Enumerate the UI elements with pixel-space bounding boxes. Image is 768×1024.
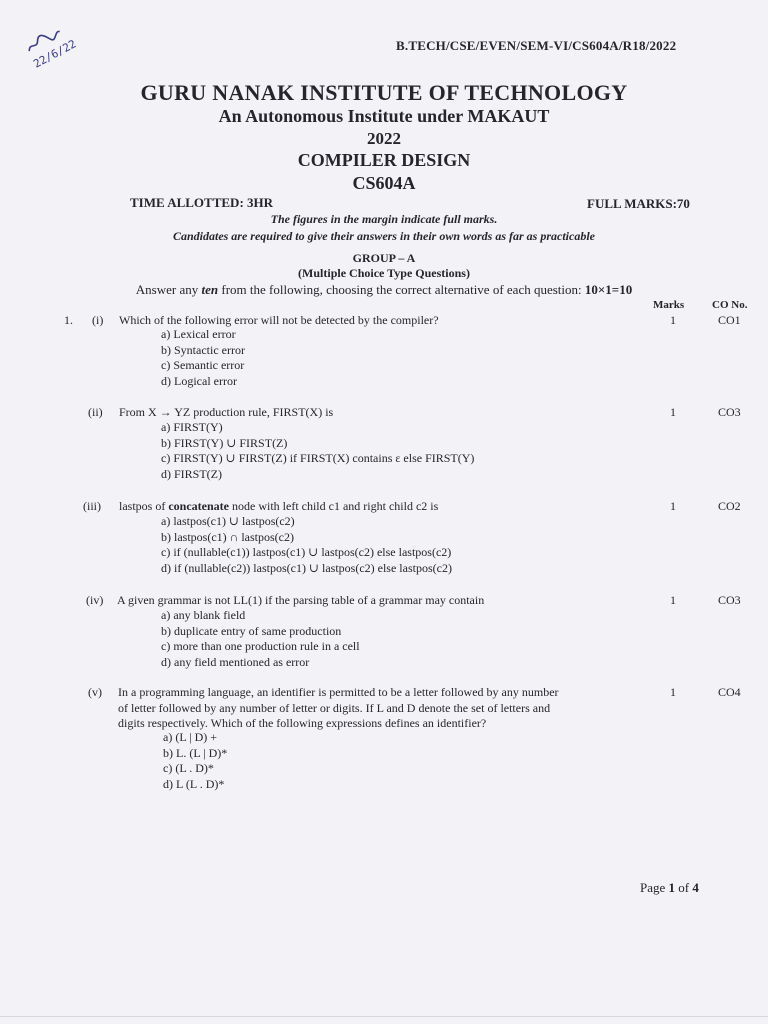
- option: d) any field mentioned as error: [161, 654, 310, 669]
- question-co: CO3: [718, 405, 741, 419]
- note-own-words: Candidates are required to give their answers in their own words as far as practicable: [172, 229, 596, 243]
- autonomous-line: An Autonomous Institute under MAKAUT: [218, 106, 550, 126]
- instruction-pre: Answer any: [135, 282, 202, 297]
- option: c) (L . D)*: [163, 761, 214, 775]
- options-list: [161, 514, 452, 576]
- options-list: [161, 608, 360, 670]
- question-text-line: In a programming language, an identifier is permitted to be a letter followed by any number: [118, 685, 559, 699]
- option: b) L. (L | D)*: [163, 745, 228, 760]
- question-subnumber: (iv): [86, 593, 104, 607]
- option: b) duplicate entry of same production: [161, 623, 342, 638]
- option: c) if (nullable(c1)) lastpos(c1) ∪ lastpos(c2) else lastpos(c2): [161, 545, 452, 559]
- question-co: CO2: [718, 499, 741, 513]
- option: c) Semantic error: [161, 358, 245, 372]
- question-text-bold: concatenate: [168, 499, 229, 513]
- page-of: of: [675, 880, 693, 895]
- subject-code: CS604A: [352, 173, 416, 193]
- question-marks: 1: [670, 499, 676, 513]
- question-subnumber: (i): [92, 313, 104, 327]
- option: a) FIRST(Y): [161, 420, 223, 434]
- option: d) L (L . D)*: [163, 776, 225, 791]
- page-number: [640, 880, 699, 896]
- question-text: [119, 499, 438, 515]
- option: d) FIRST(Z): [161, 466, 222, 481]
- option: a) (L | D) +: [163, 730, 218, 744]
- question-text: Which of the following error will not be detected by the compiler?: [119, 313, 439, 327]
- group-heading: GROUP – A: [352, 251, 416, 265]
- full-marks: FULL MARKS:70: [587, 196, 690, 211]
- page-bottom-edge: [0, 1016, 768, 1017]
- answer-instruction: [0, 282, 768, 298]
- option: b) lastpos(c1) ∩ lastpos(c2): [161, 529, 294, 544]
- stamp-date: 22/6/22: [31, 37, 79, 71]
- page-total: 4: [692, 880, 699, 895]
- question-subnumber: (iii): [83, 499, 101, 513]
- question-co: CO4: [718, 685, 741, 699]
- note-margin-marks: The figures in the margin indicate full marks.: [270, 212, 498, 226]
- institute-name: GURU NANAK INSTITUTE OF TECHNOLOGY: [140, 80, 628, 105]
- question-text: A given grammar is not LL(1) if the parsing table of a grammar may contain: [117, 593, 485, 607]
- question-number-main: 1.: [64, 313, 73, 327]
- page-current: 1: [668, 880, 676, 895]
- paper-code: B.TECH/CSE/EVEN/SEM-VI/CS604A/R18/2022: [396, 38, 677, 53]
- instruction-mid: from the following, choosing the correct alternative of each question:: [218, 282, 585, 297]
- question-text-post: node with left child c1 and right child c2 is: [229, 499, 439, 513]
- option: d) if (nullable(c2)) lastpos(c1) ∪ lastpos(c2) else lastpos(c2): [161, 560, 452, 575]
- instruction-marks: 10×1=10: [584, 282, 633, 297]
- subject-title: COMPILER DESIGN: [297, 150, 471, 170]
- question-marks: 1: [670, 593, 676, 607]
- option: a) any blank field: [161, 608, 246, 622]
- question-marks: 1: [670, 313, 676, 327]
- question-text: From X → YZ production rule, FIRST(X) is: [119, 405, 334, 419]
- option: a) Lexical error: [161, 327, 236, 341]
- options-list: [161, 420, 474, 482]
- question-text-line: of letter followed by any number of letter or digits. If L and D denote the set of letters and: [118, 700, 551, 715]
- question-co: CO3: [718, 593, 741, 607]
- handwritten-date-stamp: [23, 7, 115, 88]
- option: b) Syntactic error: [161, 342, 245, 357]
- exam-year: 2022: [367, 129, 401, 148]
- question-subnumber: (ii): [88, 405, 103, 419]
- co-column-header: CO No.: [712, 299, 748, 311]
- option: d) Logical error: [161, 373, 237, 388]
- question-text-line: digits respectively. Which of the following expressions defines an identifier?: [118, 716, 487, 730]
- question-co: CO1: [718, 313, 741, 327]
- question-marks: 1: [670, 685, 676, 699]
- question-text: [118, 685, 559, 732]
- marks-column-header: Marks: [653, 299, 685, 311]
- question-text-pre: lastpos of: [119, 499, 169, 513]
- group-type: (Multiple Choice Type Questions): [298, 266, 470, 280]
- option: a) lastpos(c1) ∪ lastpos(c2): [161, 514, 295, 528]
- time-allotted: TIME ALLOTTED: 3HR: [130, 195, 274, 210]
- question-subnumber: (v): [88, 685, 102, 699]
- instruction-emphasis: ten: [201, 282, 219, 297]
- question-marks: 1: [670, 405, 676, 419]
- option: b) FIRST(Y) ∪ FIRST(Z): [161, 435, 288, 450]
- options-list: [161, 327, 245, 389]
- options-list: [163, 730, 227, 792]
- option: c) more than one production rule in a cell: [161, 639, 360, 653]
- page-label: Page: [640, 880, 669, 895]
- option: c) FIRST(Y) ∪ FIRST(Z) if FIRST(X) contains ε else FIRST(Y): [161, 451, 475, 465]
